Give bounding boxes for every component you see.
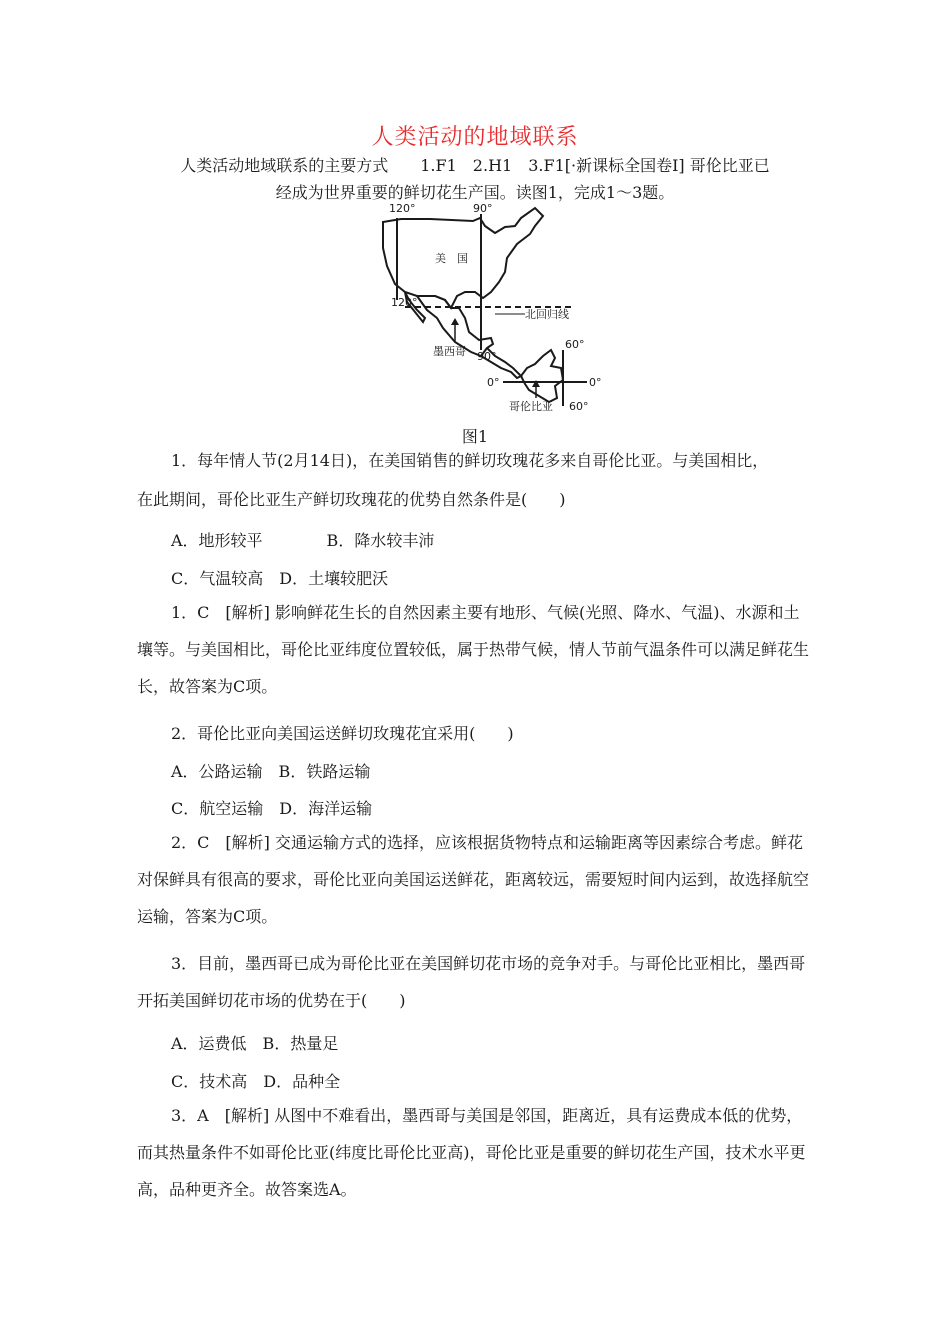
figure-caption: 图1 (461, 427, 489, 446)
label-120-top: 120° (389, 202, 416, 215)
q1-options-row1: A．地形较平 B．降水较丰沛 (171, 531, 435, 550)
header-line-2: 经成为世界重要的鲜切花生产国。读图1，完成1～3题。 (275, 183, 675, 202)
q1-stem-line2: 在此期间，哥伦比亚生产鲜切玫瑰花的优势自然条件是( ) (137, 490, 566, 509)
q3-analysis: 3．A [解析] 从图中不难看出，墨西哥与美国是邻国，距离近，具有运费成本低的优势，而其热量条件不如哥伦比亚(纬度比哥伦比亚高)，哥伦比亚是重要的鲜切花生产国，技术水平更高，品种更齐全。故答案选A。 (137, 1106, 806, 1199)
header-line-1: 人类活动地域联系的主要方式 1.F1 2.H1 3.F1[·新课标全国卷Ⅰ] 哥伦比亚已 (180, 156, 770, 175)
q2-stem: 2．哥伦比亚向美国运送鲜切玫瑰花宜采用( ) (171, 724, 514, 743)
q1-stem-line1: 1．每年情人节(2月14日)，在美国销售的鲜切玫瑰花多来自哥伦比亚。与美国相比， (171, 451, 769, 470)
q3-stem: 3．目前，墨西哥已成为哥伦比亚在美国鲜切花市场的竞争对手。与哥伦比亚相比，墨西哥开拓美国鲜切花市场的优势在于( ) (137, 954, 806, 1010)
label-usa: 美 国 (435, 252, 468, 265)
label-mexico: 墨西哥 (433, 345, 466, 358)
q2-options-row2: C．航空运输 D．海洋运输 (171, 799, 373, 818)
label-90-bottom: 90° (477, 350, 497, 363)
page-title: 人类活动的地域联系 (371, 125, 579, 150)
q3-options-row2: C．技术高 D．品种全 (171, 1072, 341, 1091)
label-0-right: 0° (589, 376, 602, 389)
label-0-left: 0° (487, 376, 500, 389)
label-60-bottom: 60° (569, 400, 589, 413)
q1-options-row2: C．气温较高 D．土壤较肥沃 (171, 569, 389, 588)
q3-options-row1: A．运费低 B．热量足 (171, 1034, 339, 1053)
label-colombia: 哥伦比亚 (509, 400, 553, 413)
label-60-top: 60° (565, 338, 585, 351)
colombia-outline (521, 350, 563, 402)
label-120-side: 120° (391, 296, 418, 309)
q2-analysis: 2．C [解析] 交通运输方式的选择，应该根据货物特点和运输距离等因素综合考虑。鲜花对保鲜具有很高的要求，哥伦比亚向美国运送鲜花，距离较远，需要短时间内运到，故选择航空运输，答案为C项。 (137, 833, 810, 926)
q1-analysis: 1．C [解析] 影响鲜花生长的自然因素主要有地形、气候(光照、降水、气温)、水源和土壤等。与美国相比，哥伦比亚纬度位置较低，属于热带气候，情人节前气温条件可以满足鲜花生长，故答案为C项。 (137, 603, 810, 696)
label-90-top: 90° (473, 202, 493, 215)
figure-map (375, 200, 615, 422)
label-tropic: 北回归线 (525, 308, 569, 321)
q2-options-row1: A．公路运输 B．铁路运输 (171, 762, 371, 781)
